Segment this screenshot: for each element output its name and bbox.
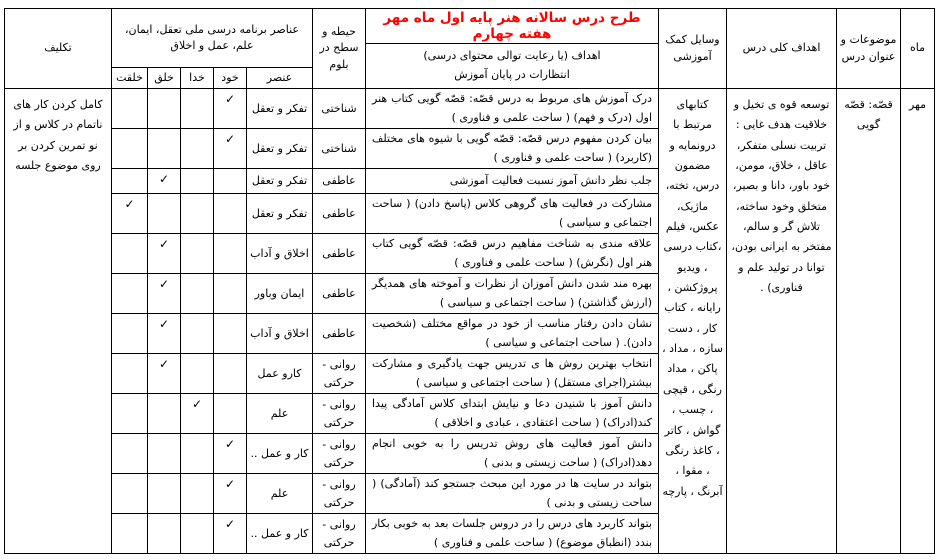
objectives-header-line2: انتظارات در پایان آموزش bbox=[454, 68, 570, 81]
check-self bbox=[214, 354, 247, 394]
objective-cell: بهره مند شدن دانش آموزان از نظرات و آموخته های همدیگر (ارزش گذاشتن) ( ساحت اجتماعی و سیاسی ) bbox=[366, 274, 659, 314]
check-god bbox=[181, 274, 214, 314]
check-self: ✓ bbox=[214, 129, 247, 169]
column-header-elements: عناصر برنامه درسی ملی تعقل، ایمان، علم، عمل و اخلاق bbox=[111, 9, 312, 68]
check-creation bbox=[111, 169, 147, 194]
table-row bbox=[4, 89, 934, 129]
element-cell: علم bbox=[247, 394, 313, 434]
element-cell: تفکر و تعقل bbox=[247, 194, 313, 234]
element-cell: تفکر و تعقل bbox=[247, 129, 313, 169]
check-self: ✓ bbox=[214, 89, 247, 129]
check-creation bbox=[111, 129, 147, 169]
check-god bbox=[181, 514, 214, 554]
check-self bbox=[214, 274, 247, 314]
check-people: ✓ bbox=[148, 354, 181, 394]
column-header-bloom: حیطه و سطح در بلوم bbox=[313, 9, 366, 89]
check-god bbox=[181, 234, 214, 274]
check-people bbox=[148, 434, 181, 474]
aids-cell: کتابهای مرتبط با درونمایه و مضمون درس، تخته، ماژیک، عکس، فیلم ،کتاب درسی ، ویدیو پروژکشن ، رایانه ، کتاب کار ، دست سازه ، مداد ، پاکن ، مداد رنگی ، قیچی ، چسب ، گواش ، کاتر ، کاغذ رنگی ، مقوا ، آبرنگ ، پارچه bbox=[659, 89, 727, 554]
bloom-cell: شناختی bbox=[313, 89, 366, 129]
element-cell: علم bbox=[247, 474, 313, 514]
subheader-self: خود bbox=[214, 68, 247, 89]
column-header-month: ماه bbox=[901, 9, 935, 89]
objective-cell: دانش آموز با شنیدن دعا و نیایش ابتدای کلاس آمادگی پیدا کند(ادراک) ( ساحت اعتقادی ، عبادی و اخلاقی ) bbox=[366, 394, 659, 434]
check-creation bbox=[111, 354, 147, 394]
element-cell: تفکر و تعقل bbox=[247, 169, 313, 194]
subheader-people: خلق bbox=[148, 68, 181, 89]
check-god bbox=[181, 89, 214, 129]
column-header-topics: موضوعات و عنوان درس bbox=[837, 9, 901, 89]
objective-cell: دانش آموز فعالیت های روش تدریس را به خوبی انجام دهد(ادراک) ( ساحت زیستی و بدنی ) bbox=[366, 434, 659, 474]
check-people: ✓ bbox=[148, 314, 181, 354]
element-cell: تفکر و تعقل bbox=[247, 89, 313, 129]
check-self: ✓ bbox=[214, 434, 247, 474]
column-header-aids: وسایل کمک آموزشی bbox=[659, 9, 727, 89]
objective-cell: بتواند کاربرد های درس را در دروس جلسات بعد به خوبی بکار بندد (انطباق موضوع) ( ساحت علمی و فناوری ) bbox=[366, 514, 659, 554]
objective-cell: نشان دادن رفتار مناسب از خود در مواقع مختلف (شخصیت دادن). ( ساحت اجتماعی و سیاسی ) bbox=[366, 314, 659, 354]
bloom-cell: عاطفی bbox=[313, 234, 366, 274]
subheader-creation: خلقت bbox=[111, 68, 147, 89]
objectives-header-line1: اهداف (یا رعایت توالی محتوای درسی) bbox=[423, 49, 601, 63]
bloom-cell: روانی - حرکتی bbox=[313, 514, 366, 554]
check-creation bbox=[111, 274, 147, 314]
check-self bbox=[214, 194, 247, 234]
objective-cell: علاقه مندی به شناخت مفاهیم درس قصّه: قصّه گویی کتاب هنر اول (نگرش) ( ساحت علمی و فناوری ) bbox=[366, 234, 659, 274]
bloom-cell: عاطفی bbox=[313, 169, 366, 194]
check-people bbox=[148, 474, 181, 514]
check-creation bbox=[111, 89, 147, 129]
objective-cell: بیان کردن مفهوم درس قصّه: قصّه گویی با شیوه های مختلف (کاربرد) ( ساحت علمی و فناوری ) bbox=[366, 129, 659, 169]
bloom-cell: روانی - حرکتی bbox=[313, 474, 366, 514]
check-creation bbox=[111, 474, 147, 514]
check-people: ✓ bbox=[148, 234, 181, 274]
check-creation bbox=[111, 394, 147, 434]
month-cell: مهر bbox=[901, 89, 935, 554]
check-god bbox=[181, 194, 214, 234]
column-header-task: تکلیف bbox=[4, 9, 111, 89]
check-people: ✓ bbox=[148, 274, 181, 314]
element-cell: کار و عمل .. bbox=[247, 434, 313, 474]
bloom-cell: عاطفی bbox=[313, 194, 366, 234]
objective-cell: انتخاب بهترین روش ها ی تدریس جهت یادگیری و مشارکت بیشتر(اجرای مستقل) ( ساحت اجتماعی و سیاسی ) bbox=[366, 354, 659, 394]
subheader-element: عنصر bbox=[247, 68, 313, 89]
check-god bbox=[181, 474, 214, 514]
check-people bbox=[148, 129, 181, 169]
objective-cell: جلب نظر دانش آموز نسبت فعالیت آموزشی bbox=[366, 169, 659, 194]
bloom-cell: عاطفی bbox=[313, 314, 366, 354]
objective-cell: مشارکت در فعالیت های گروهی کلاس (پاسخ دادن) ( ساحت اجتماعی و سیاسی ) bbox=[366, 194, 659, 234]
task-cell: کامل کردن کار های ناتمام در کلاس و از نو تمرین کردن بر روی موضوع جلسه bbox=[4, 89, 111, 554]
check-people bbox=[148, 394, 181, 434]
check-creation bbox=[111, 434, 147, 474]
check-creation bbox=[111, 314, 147, 354]
check-people: ✓ bbox=[148, 169, 181, 194]
check-god bbox=[181, 354, 214, 394]
check-creation bbox=[111, 234, 147, 274]
check-creation: ✓ bbox=[111, 194, 147, 234]
bloom-cell: روانی - حرکتی bbox=[313, 434, 366, 474]
check-god bbox=[181, 129, 214, 169]
lesson-plan-table bbox=[4, 8, 935, 554]
bloom-cell: روانی - حرکتی bbox=[313, 394, 366, 434]
check-self bbox=[214, 394, 247, 434]
check-god bbox=[181, 169, 214, 194]
element-cell: اخلاق و آداب bbox=[247, 314, 313, 354]
check-self bbox=[214, 314, 247, 354]
general-goal-cell: توسعه قوه ی تخیل و خلاقیت هدف غایی : تربیت نسلی متفکر، عاقل ، خلاق، مومن، خود باور، دانا و بصیر، متخلق وخود ساخته، تلاش گر و سالم، مفتخر به ایرانی بودن، توانا در تولید علم و فناوری) . bbox=[727, 89, 837, 554]
column-header-goals: اهداف کلی درس bbox=[727, 9, 837, 89]
check-self bbox=[214, 169, 247, 194]
column-header-objectives bbox=[366, 44, 659, 89]
check-self: ✓ bbox=[214, 474, 247, 514]
check-people bbox=[148, 514, 181, 554]
check-people bbox=[148, 89, 181, 129]
check-god bbox=[181, 434, 214, 474]
bloom-cell: روانی - حرکتی bbox=[313, 354, 366, 394]
element-cell: کارو عمل bbox=[247, 354, 313, 394]
subheader-god: خدا bbox=[181, 68, 214, 89]
check-god bbox=[181, 314, 214, 354]
check-people bbox=[148, 194, 181, 234]
objective-cell: بتواند در سایت ها در مورد این مبحث جستجو کند (آمادگی) ( ساحت زیستی و بدنی ) bbox=[366, 474, 659, 514]
element-cell: اخلاق و آداب bbox=[247, 234, 313, 274]
topic-cell: قصّه: قصّه گویی bbox=[837, 89, 901, 554]
objective-cell: درک آموزش های مربوط به درس قصّه: قصّه گویی کتاب هنر اول (درک و فهم) ( ساحت علمی و فناوری ) bbox=[366, 89, 659, 129]
check-god: ✓ bbox=[181, 394, 214, 434]
bloom-cell: شناختی bbox=[313, 129, 366, 169]
element-cell: ایمان وباور bbox=[247, 274, 313, 314]
check-self: ✓ bbox=[214, 514, 247, 554]
check-self bbox=[214, 234, 247, 274]
check-creation bbox=[111, 514, 147, 554]
page-title: طرح درس سالانه هنر پایه اول ماه مهر هفته چهارم bbox=[366, 9, 659, 44]
element-cell: کار و عمل .. bbox=[247, 514, 313, 554]
bloom-cell: عاطفی bbox=[313, 274, 366, 314]
